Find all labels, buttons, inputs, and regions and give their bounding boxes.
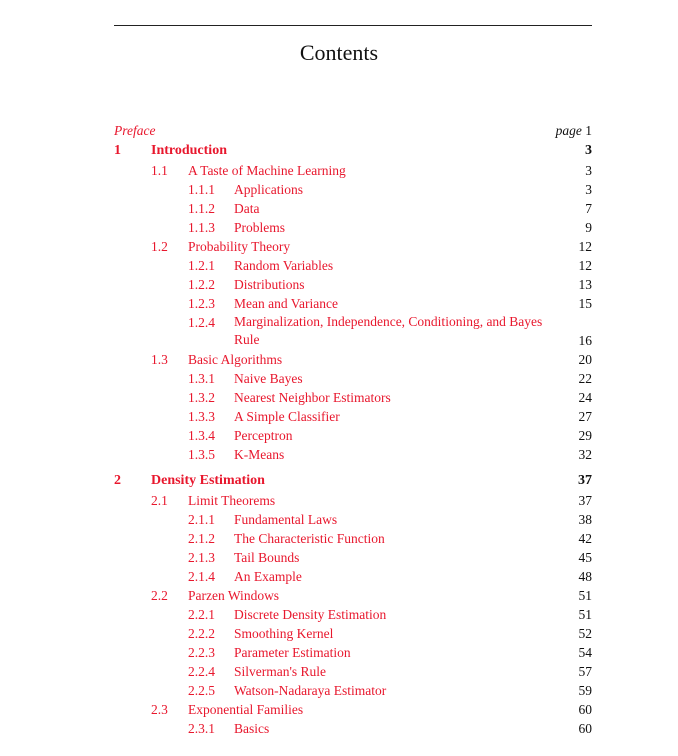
section-number[interactable]: 1.2: [151, 239, 168, 254]
subsection-page: 42: [578, 531, 592, 546]
subsection-link[interactable]: Watson-Nadaraya Estimator: [234, 683, 387, 698]
subsection-page: 7: [585, 201, 592, 216]
toc-subsection-row[interactable]: [114, 445, 592, 464]
subsection-number[interactable]: 2.1.3: [188, 550, 215, 565]
chapter-link[interactable]: Density Estimation: [151, 473, 265, 488]
subsection-number[interactable]: 1.3.2: [188, 390, 215, 405]
subsection-link[interactable]: A Simple Classifier: [234, 409, 340, 424]
section-number[interactable]: 2.1: [151, 493, 168, 508]
subsection-link[interactable]: Smoothing Kernel: [234, 626, 334, 641]
toc-subsection-row[interactable]: [114, 218, 592, 237]
subsection-page: 9: [585, 220, 592, 235]
subsection-page: 24: [578, 390, 592, 405]
subsection-number[interactable]: 1.3.5: [188, 447, 215, 462]
subsection-link[interactable]: Random Variables: [234, 258, 334, 273]
section-page: 3: [585, 163, 592, 178]
subsection-page: 13: [578, 277, 592, 292]
section-page: 60: [578, 702, 592, 717]
subsection-page: 57: [578, 664, 592, 679]
toc-subsection-row[interactable]: [114, 643, 592, 662]
subsection-number[interactable]: 2.1.4: [188, 569, 215, 584]
subsection-link[interactable]: K-Means: [234, 447, 285, 462]
subsection-number[interactable]: 2.1.2: [188, 531, 215, 546]
subsection-page: 3: [585, 182, 592, 197]
subsection-number[interactable]: 2.2.5: [188, 683, 215, 698]
section-link[interactable]: Limit Theorems: [188, 493, 276, 508]
section-number[interactable]: 2.2: [151, 588, 168, 603]
subsection-page: 59: [578, 683, 592, 698]
subsection-link[interactable]: Marginalization, Independence, Conditioning, and Bayes Rule: [234, 314, 543, 347]
toc-chapter-row[interactable]: [114, 140, 592, 161]
subsection-number[interactable]: 1.1.2: [188, 201, 215, 216]
toc-subsection-row[interactable]: [114, 624, 592, 643]
preface-page: [556, 121, 592, 140]
section-link[interactable]: Basic Algorithms: [188, 352, 283, 367]
subsection-link[interactable]: The Characteristic Function: [234, 531, 385, 546]
subsection-page: 16: [578, 333, 592, 348]
section-page: 20: [578, 352, 592, 367]
section-link[interactable]: Exponential Families: [188, 702, 304, 717]
subsection-page: 38: [578, 512, 592, 527]
subsection-number[interactable]: 1.3.1: [188, 371, 215, 386]
subsection-number[interactable]: 1.3.3: [188, 409, 215, 424]
subsection-page: 54: [578, 645, 592, 660]
subsection-link[interactable]: Tail Bounds: [234, 550, 300, 565]
subsection-page: 32: [578, 447, 592, 462]
subsection-link[interactable]: Fundamental Laws: [234, 512, 338, 527]
subsection-number[interactable]: 2.2.3: [188, 645, 215, 660]
subsection-link[interactable]: Nearest Neighbor Estimators: [234, 390, 391, 405]
preface-page-number: 1: [585, 123, 592, 138]
toc-subsection-row[interactable]: [114, 662, 592, 681]
section-number[interactable]: 2.3: [151, 702, 168, 717]
section-number[interactable]: 1.1: [151, 163, 168, 178]
toc-section-row[interactable]: [114, 237, 592, 256]
subsection-page: 27: [578, 409, 592, 424]
subsection-number[interactable]: 1.3.4: [188, 428, 215, 443]
subsection-number[interactable]: 1.2.2: [188, 277, 215, 292]
toc-subsection-row[interactable]: [114, 180, 592, 199]
toc-subsection-row[interactable]: [114, 388, 592, 407]
toc-subsection-row[interactable]: [114, 426, 592, 445]
toc-body: [114, 140, 592, 738]
preface-link[interactable]: Preface: [114, 123, 156, 138]
subsection-page: 51: [578, 607, 592, 622]
section-link[interactable]: Parzen Windows: [188, 588, 280, 603]
subsection-page: 60: [578, 721, 592, 736]
subsection-link[interactable]: Silverman's Rule: [234, 664, 327, 679]
chapter-page: 3: [585, 143, 592, 158]
subsection-number[interactable]: 1.2.4: [188, 315, 215, 330]
toc-subsection-row[interactable]: [114, 510, 592, 529]
page-title: Contents: [299, 40, 379, 65]
toc-section-row[interactable]: [114, 491, 592, 510]
toc-subsection-row[interactable]: [114, 313, 592, 350]
subsection-number[interactable]: 2.3.1: [188, 721, 215, 736]
subsection-link[interactable]: Perceptron: [234, 428, 293, 443]
subsection-page: 48: [578, 569, 592, 584]
toc-subsection-row[interactable]: [114, 719, 592, 738]
subsection-link[interactable]: An Example: [234, 569, 302, 584]
toc-chapter-row[interactable]: [114, 470, 592, 491]
subsection-number[interactable]: 1.2.3: [188, 296, 215, 311]
toc-section-row[interactable]: [114, 586, 592, 605]
toc-section-row[interactable]: [114, 161, 592, 180]
section-link[interactable]: Probability Theory: [188, 239, 291, 254]
subsection-link[interactable]: Discrete Density Estimation: [234, 607, 387, 622]
subsection-number[interactable]: 2.2.2: [188, 626, 215, 641]
subsection-link[interactable]: Parameter Estimation: [234, 645, 351, 660]
section-link[interactable]: A Taste of Machine Learning: [188, 163, 346, 178]
subsection-link[interactable]: Naive Bayes: [234, 371, 303, 386]
toc-subsection-row[interactable]: [114, 407, 592, 426]
toc-subsection-row[interactable]: [114, 548, 592, 567]
subsection-link[interactable]: Mean and Variance: [234, 296, 338, 311]
toc-subsection-row[interactable]: [114, 294, 592, 313]
toc-subsection-row[interactable]: [114, 275, 592, 294]
subsection-number[interactable]: 1.1.3: [188, 220, 215, 235]
toc-subsection-row[interactable]: [114, 529, 592, 548]
toc-subsection-row[interactable]: [114, 369, 592, 388]
preface-page-prefix: page: [555, 123, 582, 138]
toc-subsection-row[interactable]: [114, 256, 592, 275]
toc-subsection-row[interactable]: [114, 567, 592, 586]
toc-preface[interactable]: [114, 121, 592, 140]
section-page: 12: [578, 239, 592, 254]
toc-subsection-row[interactable]: [114, 681, 592, 700]
subsection-link[interactable]: Applications: [234, 182, 303, 197]
toc-subsection-row[interactable]: [114, 605, 592, 624]
toc-subsection-row[interactable]: [114, 199, 592, 218]
section-number[interactable]: 1.3: [151, 352, 168, 367]
header-rule: [114, 25, 592, 26]
subsection-page: 45: [578, 550, 592, 565]
subsection-page: 29: [578, 428, 592, 443]
subsection-page: 22: [578, 371, 592, 386]
chapter-page: 37: [578, 473, 592, 488]
subsection-number[interactable]: 2.2.1: [188, 607, 215, 622]
section-page: 37: [578, 493, 592, 508]
subsection-number[interactable]: 2.1.1: [188, 512, 215, 527]
subsection-number[interactable]: 1.1.1: [188, 182, 215, 197]
section-page: 51: [578, 588, 592, 603]
subsection-link[interactable]: Distributions: [234, 277, 305, 292]
subsection-number[interactable]: 2.2.4: [188, 664, 215, 679]
subsection-link[interactable]: Data: [234, 201, 260, 216]
subsection-page: 15: [578, 296, 592, 311]
subsection-link[interactable]: Problems: [234, 220, 286, 235]
subsection-page: 12: [578, 258, 592, 273]
subsection-number[interactable]: 1.2.1: [188, 258, 215, 273]
subsection-link[interactable]: Basics: [234, 721, 270, 736]
subsection-page: 52: [578, 626, 592, 641]
table-of-contents: [114, 121, 592, 738]
chapter-link[interactable]: Introduction: [151, 143, 227, 158]
chapter-number[interactable]: 2: [114, 473, 121, 488]
toc-section-row[interactable]: [114, 700, 592, 719]
toc-section-row[interactable]: [114, 350, 592, 369]
chapter-number[interactable]: 1: [114, 143, 121, 158]
